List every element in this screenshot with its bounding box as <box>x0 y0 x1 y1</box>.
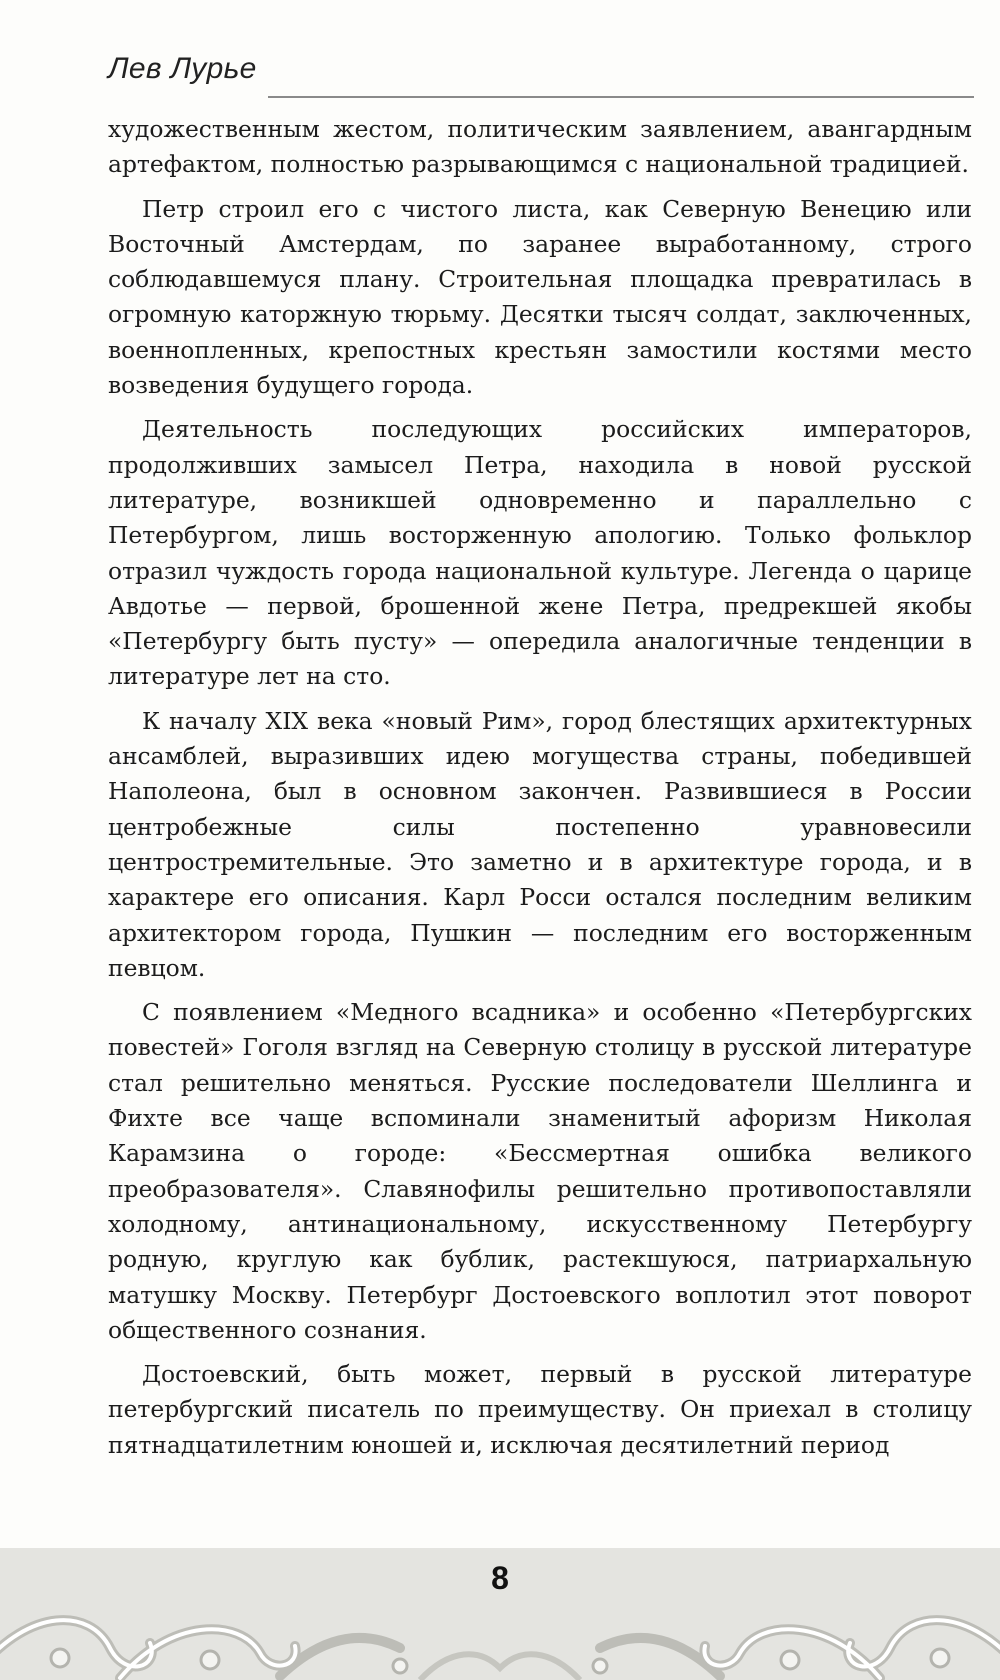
header-rule <box>268 96 974 98</box>
page-number: 8 <box>491 1560 509 1596</box>
paragraph-bronze-horseman: С появлением «Медного всадника» и особенно «Петербургских повестей» Гоголя взгляд на Северную столицу в русской литературе стал решительно меняться. Русские последователи Шеллинга и Фихте все чаще вспоминали знаменитый афоризм Николая Карамзина о городе: «Бессмертная ошибка великого преобразователя». Славянофилы решительно противопоставляли холодному, антинациональному, искусственному Петербургу родную, круглую как бублик, растекшуюся, патриархальную матушку Москву. Петербург Достоевского воплотил этот поворот общественного сознания. <box>108 998 972 1344</box>
paragraph-emperors: Деятельность последующих российских императоров, продолживших замысел Петра, находила в новой русской литературе, возникшей одновременно и параллельно с Петербургом, лишь восторженную апологию. Только фольклор отразил чуждость города национальной культуре. Легенда о царице Авдотье — первой, брошенной жене Петра, предрекшей якобы «Петербургу быть пусту» — опередила аналогичные тенденции в литературе лет на сто. <box>108 415 972 691</box>
body-text <box>108 112 972 1472</box>
paragraph-nineteenth-century: К началу XIX века «новый Рим», город блестящих архитектурных ансамблей, выразивших идею могущества страны, победившей Наполеона, был в основном закончен. Развившиеся в России центробежные силы постепенно уравновесили центростремительные. Это заметно и в архитектуре города, и в характере его описания. Карл Росси остался последним великим архитектором города, Пушкин — последним его восторженным певцом. <box>108 706 972 982</box>
paragraph-peter-building: Петр строил его с чистого листа, как Северную Венецию или Восточный Амстердам, по заранее выработанному, строго соблюдавшемуся плану. Строительная площадка превратилась в огромную каторжную тюрьму. Десятки тысяч солдат, заключенных, военнопленных, крепостных крестьян замостили костями место возведения будущего города. <box>108 194 972 400</box>
paragraph-continuation: художественным жестом, политическим заявлением, авангардным артефактом, полностью разрывающимся с национальной традицией. <box>108 115 972 179</box>
paragraph-dostoevsky: Достоевский, быть может, первый в русской литературе петербургский писатель по преимуществу. Он приехал в столицу пятнадцатилетним юношей и, исключая десятилетний период <box>108 1360 972 1459</box>
running-head-author: Лев Лурье <box>108 52 257 85</box>
